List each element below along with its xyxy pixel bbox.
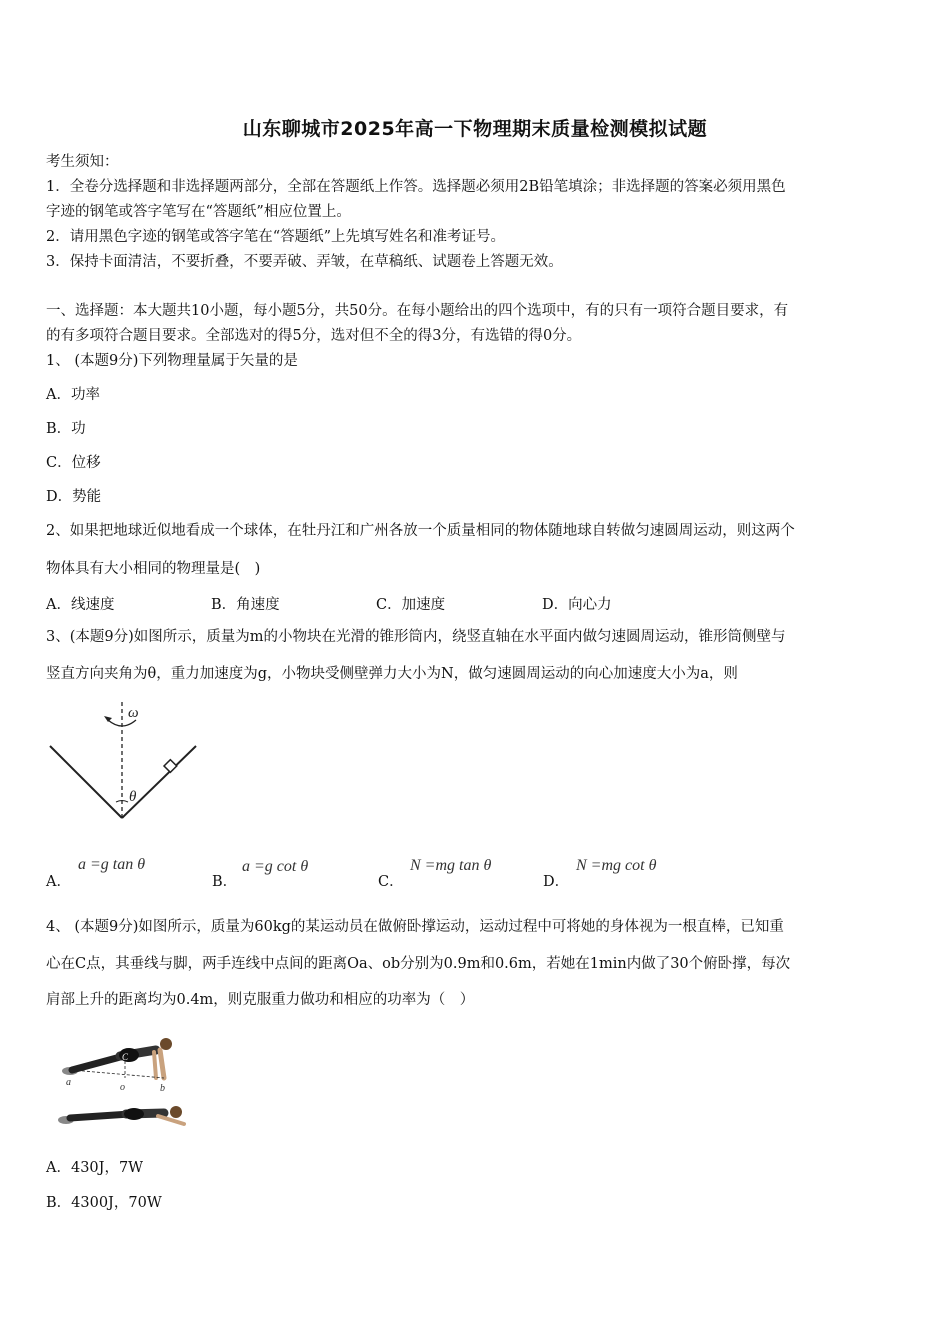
question-2-option-d: D．向心力	[542, 597, 612, 613]
question-3-option-d-formula: N =mg cot θ	[576, 857, 657, 874]
pushup-plank-pose	[62, 1038, 172, 1094]
question-1-option-a: A．功率	[46, 387, 100, 403]
omega-label: ω	[128, 705, 139, 721]
question-3-option-b-formula: a =g cot θ	[242, 858, 309, 875]
question-3-option-a-letter: A．	[46, 874, 71, 890]
point-a-label: a	[66, 1077, 71, 1088]
point-c-label: C	[122, 1052, 129, 1062]
question-3-option-c-letter: C．	[378, 874, 404, 890]
question-1-option-d: D．势能	[46, 489, 102, 505]
question-4-option-a: A．430J，7W	[46, 1160, 144, 1176]
cone-diagram	[44, 698, 204, 828]
cone-left-wall	[50, 746, 122, 818]
question-3-stem: 竖直方向夹角为θ，重力加速度为g，小物块受侧壁弹力大小为N，做匀速圆周运动的向心加速度大小为a，则	[46, 666, 738, 682]
notice-item: 3．保持卡面清洁，不要折叠，不要弄破、弄皱，在草稿纸、试题卷上答题无效。	[46, 254, 563, 270]
question-4-option-b: B．4300J，70W	[46, 1195, 162, 1211]
question-2-stem: 物体具有大小相同的物理量是( )	[46, 561, 261, 577]
question-3-stem: 3、(本题9分)如图所示，质量为m的小物块在光滑的锥形筒内，绕竖直轴在水平面内做匀速圆周运动，锥形筒侧壁与	[46, 629, 786, 645]
question-4-stem: 肩部上升的距离均为0.4m，则克服重力做功和相应的功率为（ ）	[46, 992, 475, 1008]
question-1-stem: 1、 (本题9分)下列物理量属于矢量的是	[46, 353, 298, 369]
question-1-option-c: C．位移	[46, 455, 101, 471]
question-2-option-c: C．加速度	[376, 597, 446, 613]
question-3-option-d-letter: D．	[543, 874, 570, 890]
cone-right-wall	[122, 746, 196, 818]
section-instructions: 一、选择题：本大题共10小题，每小题5分，共50分。在每小题给出的四个选项中，有的只有一项符合题目要求，有	[46, 303, 789, 319]
question-2-option-b: B．角速度	[211, 597, 280, 613]
question-3-option-a-formula: a =g tan θ	[78, 856, 146, 873]
question-2-options	[46, 593, 906, 613]
question-4-stem: 心在C点，其垂线与脚，两手连线中点间的距离Oa、ob分别为0.9m和0.6m，若她在1min内做了30个俯卧撑，每次	[46, 956, 791, 972]
question-1-option-b: B．功	[46, 421, 86, 437]
notice-item: 2．请用黑色字迹的钢笔或答字笔在“答题纸”上先填写姓名和准考证号。	[46, 229, 506, 245]
question-4-stem: 4、 (本题9分)如图所示，质量为60kg的某运动员在做俯卧撑运动，运动过程中可将她的身体视为一根直棒，已知重	[46, 919, 784, 935]
small-block	[164, 760, 177, 773]
pushup-figure	[54, 1030, 199, 1146]
point-b-label: b	[160, 1083, 165, 1094]
question-3-option-c-formula: N =mg tan θ	[410, 857, 492, 874]
question-2-option-a: A．线速度	[46, 597, 115, 613]
question-2-stem: 2、如果把地球近似地看成一个球体，在牡丹江和广州各放一个质量相同的物体随地球自转做匀速圆周运动，则这两个	[46, 523, 795, 539]
section-instructions: 的有多项符合题目要求。全部选对的得5分，选对但不全的得3分，有选错的得0分。	[46, 328, 582, 344]
rotation-arrowhead	[104, 716, 112, 722]
notice-item: 字迹的钢笔或答字笔写在“答题纸”相应位置上。	[46, 204, 351, 220]
theta-label: θ	[129, 789, 137, 805]
page-title: 山东聊城市2025年高一下物理期末质量检测模拟试题	[242, 118, 708, 140]
point-o-label: o	[120, 1082, 125, 1093]
notice-item: 1．全卷分选择题和非选择题两部分，全部在答题纸上作答。选择题必须用2B铅笔填涂；非选择题的答案必须用黑色	[46, 179, 786, 195]
pushup-down-pose	[58, 1106, 184, 1124]
question-3-option-b-letter: B．	[212, 874, 238, 890]
notice-heading: 考生须知：	[46, 154, 119, 170]
